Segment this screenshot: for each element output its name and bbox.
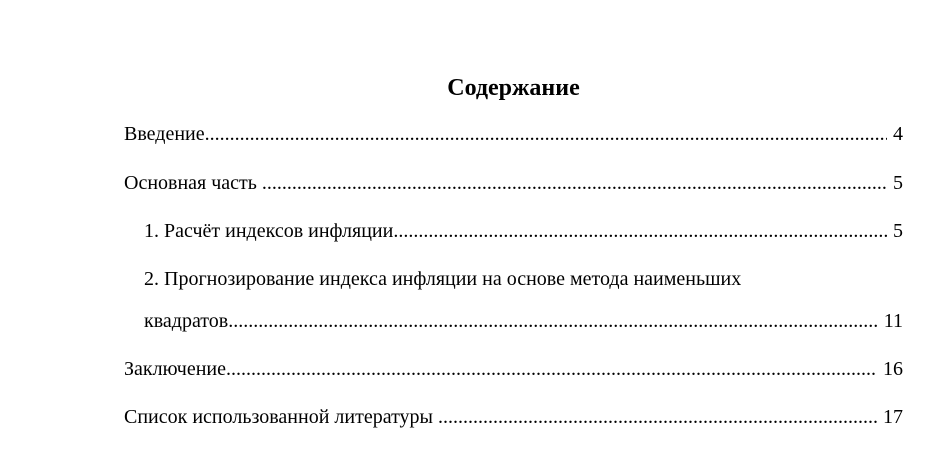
toc-dot-leader xyxy=(438,404,877,430)
toc-entry-text: Заключение xyxy=(124,358,226,380)
toc-entry-section-2-line2 xyxy=(144,308,903,334)
toc-page-number: 5 xyxy=(893,172,903,194)
toc-entry-text: Список использованной литературы xyxy=(124,406,438,428)
toc-entry-section-1 xyxy=(144,218,903,244)
toc-title: Содержание xyxy=(447,75,580,101)
toc-page-number: 16 xyxy=(883,358,903,380)
toc-entry-text: 2. Прогнозирование индекса инфляции на основе метода наименьших xyxy=(144,268,742,290)
toc-dot-leader xyxy=(262,170,887,196)
toc-page-number: 11 xyxy=(883,310,903,332)
toc-entry-text: Основная часть xyxy=(124,172,262,194)
toc-entry-text: Введение xyxy=(124,123,205,145)
toc-entry-references xyxy=(124,404,903,430)
toc-entry-conclusion xyxy=(124,356,903,382)
toc-page-number: 4 xyxy=(893,123,903,145)
toc-dot-leader xyxy=(393,218,887,244)
toc-entry-section-2-line1 xyxy=(144,266,903,292)
toc-dot-leader xyxy=(205,121,887,147)
toc-dot-leader xyxy=(228,308,878,334)
toc-entry-text-continued: квадратов xyxy=(144,310,229,332)
toc-page-number: 5 xyxy=(893,220,903,242)
toc-entry-introduction xyxy=(124,121,903,147)
toc-entry-main-part xyxy=(124,170,903,196)
toc-dot-leader xyxy=(226,356,877,382)
toc-page-number: 17 xyxy=(883,406,903,428)
toc-entry-text: 1. Расчёт индексов инфляции xyxy=(144,220,394,242)
